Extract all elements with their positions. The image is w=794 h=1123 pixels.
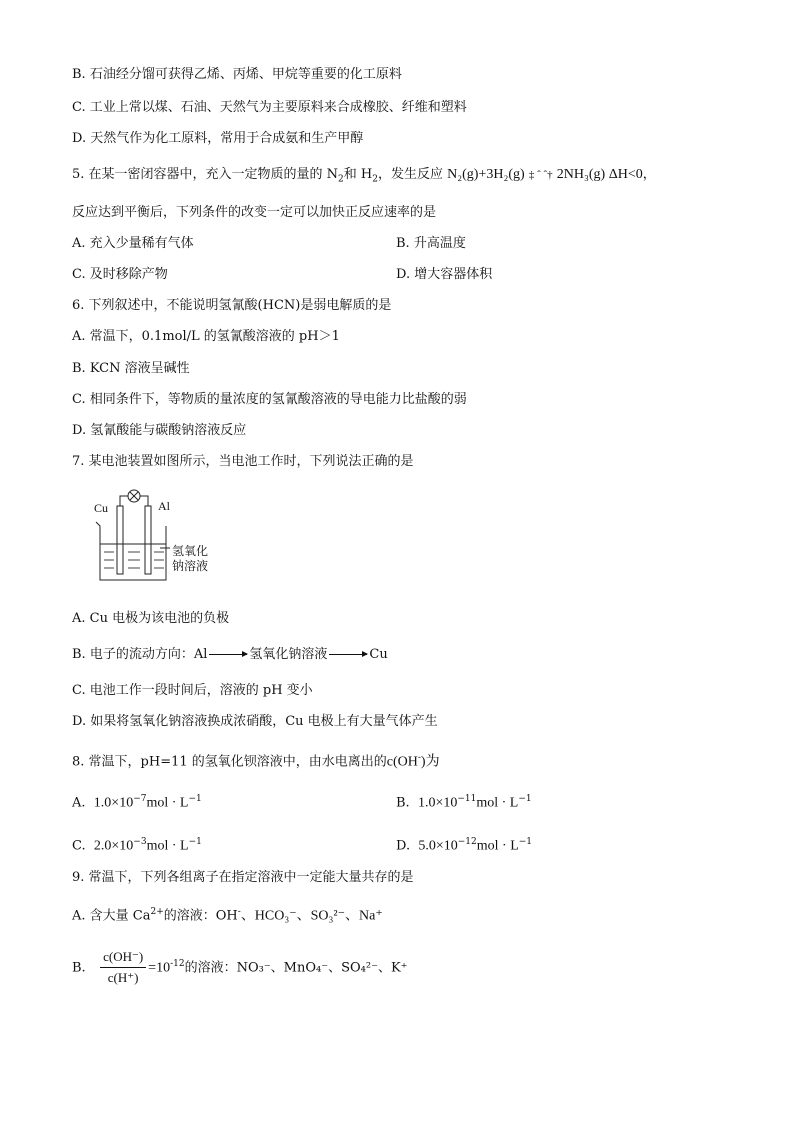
label-solution-2: 钠溶液 (172, 559, 209, 573)
q5-option-d: D. 增大容器体积 (396, 267, 493, 282)
q5-stem: 5. 在某一密闭容器中，充入一定物质的量的 $N_2$和 $H_2$，发生反应 N₂(g)+3H₂(g) ‡ ˆ ˆ† 2NH₃(g) ΔH<0， (72, 167, 656, 185)
q5-option-c: C. 及时移除产物 (72, 267, 168, 282)
q5-equation-right: 2NH₃(g) ΔH<0 (556, 167, 643, 182)
q4-option-b: B. 石油经分馏可获得乙烯、丙烯、甲烷等重要的化工原料 (72, 67, 402, 82)
q7-option-a: A. Cu 电极为该电池的负极 (72, 611, 230, 626)
q8-a-exp: −7 (133, 794, 147, 804)
q8-d-exp: −12 (457, 837, 477, 847)
q8-a-value: 1.0×10 (93, 795, 134, 811)
q8-b-unit: mol · L (476, 795, 519, 811)
q9-a-mid: 的溶液：OH (163, 908, 238, 924)
right-arrow-icon (209, 654, 247, 655)
q8-d-label: D. (396, 838, 411, 854)
q7-option-b (72, 646, 388, 664)
q8-c-label: C. (72, 838, 86, 854)
q5-stem-b: 和 H (343, 167, 373, 182)
fraction-numerator: c(OH⁻) (100, 948, 146, 968)
q8-c-unit: mol · L (146, 838, 189, 854)
q8-b-unit-exp: −1 (518, 794, 532, 804)
q5-equilibrium-symbol: ‡ ˆ ˆ† (528, 169, 553, 181)
q4-option-c: C. 工业上常以煤、石油、天然气为主要原料来合成橡胶、纤维和塑料 (72, 100, 467, 115)
q5-stem-end: ， (642, 167, 656, 182)
q9-b-label: B. (72, 960, 86, 976)
q6-option-a: A. 常温下，0.1mol/L 的氢氰酸溶液的 pH＞1 (72, 329, 340, 344)
battery-diagram (90, 484, 230, 589)
q5-stem-a: 5. 在某一密闭容器中，充入一定物质的量的 N (72, 167, 339, 182)
right-arrow-icon-2 (329, 654, 367, 655)
q5-stem-line2: 反应达到平衡后，下列条件的改变一定可以加快正反应速率的是 (72, 205, 437, 220)
q9-a-sup: 2+ (150, 907, 164, 917)
q8-option-a (72, 790, 202, 812)
q6-stem: 6. 下列叙述中，不能说明氢氰酸(HCN)是弱电解质的是 (72, 298, 392, 313)
q8-stem-c: c(OH (386, 754, 418, 770)
q7-option-b-pre: B. 电子的流动方向：Al (72, 647, 208, 662)
q8-d-unit-exp: −1 (518, 837, 533, 847)
q5-stem-c: ，发生反应 (378, 167, 444, 182)
q8-c-exp: −3 (133, 837, 147, 847)
q9-option-a: A. 含大量 $Ca^{2+}$的溶液：OH-、HCO₃⁻、SO₃²⁻、Na⁺ (72, 907, 383, 924)
q5-option-b: B. 升高温度 (396, 236, 466, 251)
concentration-ratio-fraction (100, 948, 146, 987)
q6-option-c: C. 相同条件下，等物质的量浓度的氢氰酸溶液的导电能力比盐酸的弱 (72, 392, 467, 407)
q8-c-value: 2.0×10 (93, 838, 134, 854)
q6-option-d: D. 氢氰酸能与碳酸钠溶液反应 (72, 423, 247, 438)
q9-b-exp: -12 (170, 959, 185, 969)
q8-stem-sup: - (417, 753, 421, 763)
q8-a-label: A. (72, 795, 86, 811)
q8-a-unit: mol · L (146, 795, 189, 811)
q6-option-b: B. KCN 溶液呈碱性 (72, 361, 190, 376)
fraction-denominator: c(H⁺) (107, 970, 139, 986)
q8-a-unit-exp: −1 (188, 794, 202, 804)
q8-stem-post: )为 (420, 754, 440, 770)
q7-option-d: D. 如果将氢氧化钠溶液换成浓硝酸，Cu 电极上有大量气体产生 (72, 714, 438, 729)
q8-stem (72, 749, 440, 771)
q5-equation-left: N₂(g)+3H₂(g) (447, 167, 525, 182)
q8-c-unit-exp: −1 (188, 837, 202, 847)
q4-option-d: D. 天然气作为化工原料，常用于合成氨和生产甲醇 (72, 131, 364, 146)
q8-option-b (396, 790, 532, 812)
q9-b-eq: =10 (148, 960, 171, 976)
q8-b-value: 1.0×10 (417, 795, 458, 811)
q9-b-post: 的溶液：NO₃⁻、MnO₄⁻、SO₄²⁻、K⁺ (184, 960, 408, 976)
q7-option-c: C. 电池工作一段时间后，溶液的 pH 变小 (72, 683, 313, 698)
q8-stem-pre: 8. 常温下，pH=11 的氢氧化钡溶液中，由水电离出的 (72, 754, 387, 770)
label-cu: Cu (94, 501, 109, 515)
q8-d-value: 5.0×10 (418, 838, 458, 854)
q8-option-c (72, 833, 202, 855)
q9-stem: 9. 常温下，下列各组离子在指定溶液中一定能大量共存的是 (72, 870, 414, 885)
q7-option-b-end: Cu (369, 647, 388, 662)
q7-option-b-mid: 氢氧化钠溶液 (249, 647, 328, 662)
q8-b-exp: −11 (457, 794, 477, 804)
q8-b-label: B. (396, 795, 410, 811)
q9-option-b (72, 942, 408, 990)
q8-d-unit: mol · L (476, 838, 519, 854)
q7-stem: 7. 某电池装置如图所示，当电池工作时，下列说法正确的是 (72, 454, 414, 469)
label-al: Al (158, 499, 170, 513)
q5-option-a: A. 充入少量稀有气体 (72, 236, 194, 251)
label-solution-1: 氢氧化 (172, 544, 209, 558)
q9-a-pre: A. 含大量 Ca (72, 908, 151, 924)
q8-option-d (396, 833, 532, 855)
q9-a-ions: 、HCO₃⁻、SO₃²⁻、Na⁺ (240, 908, 383, 924)
